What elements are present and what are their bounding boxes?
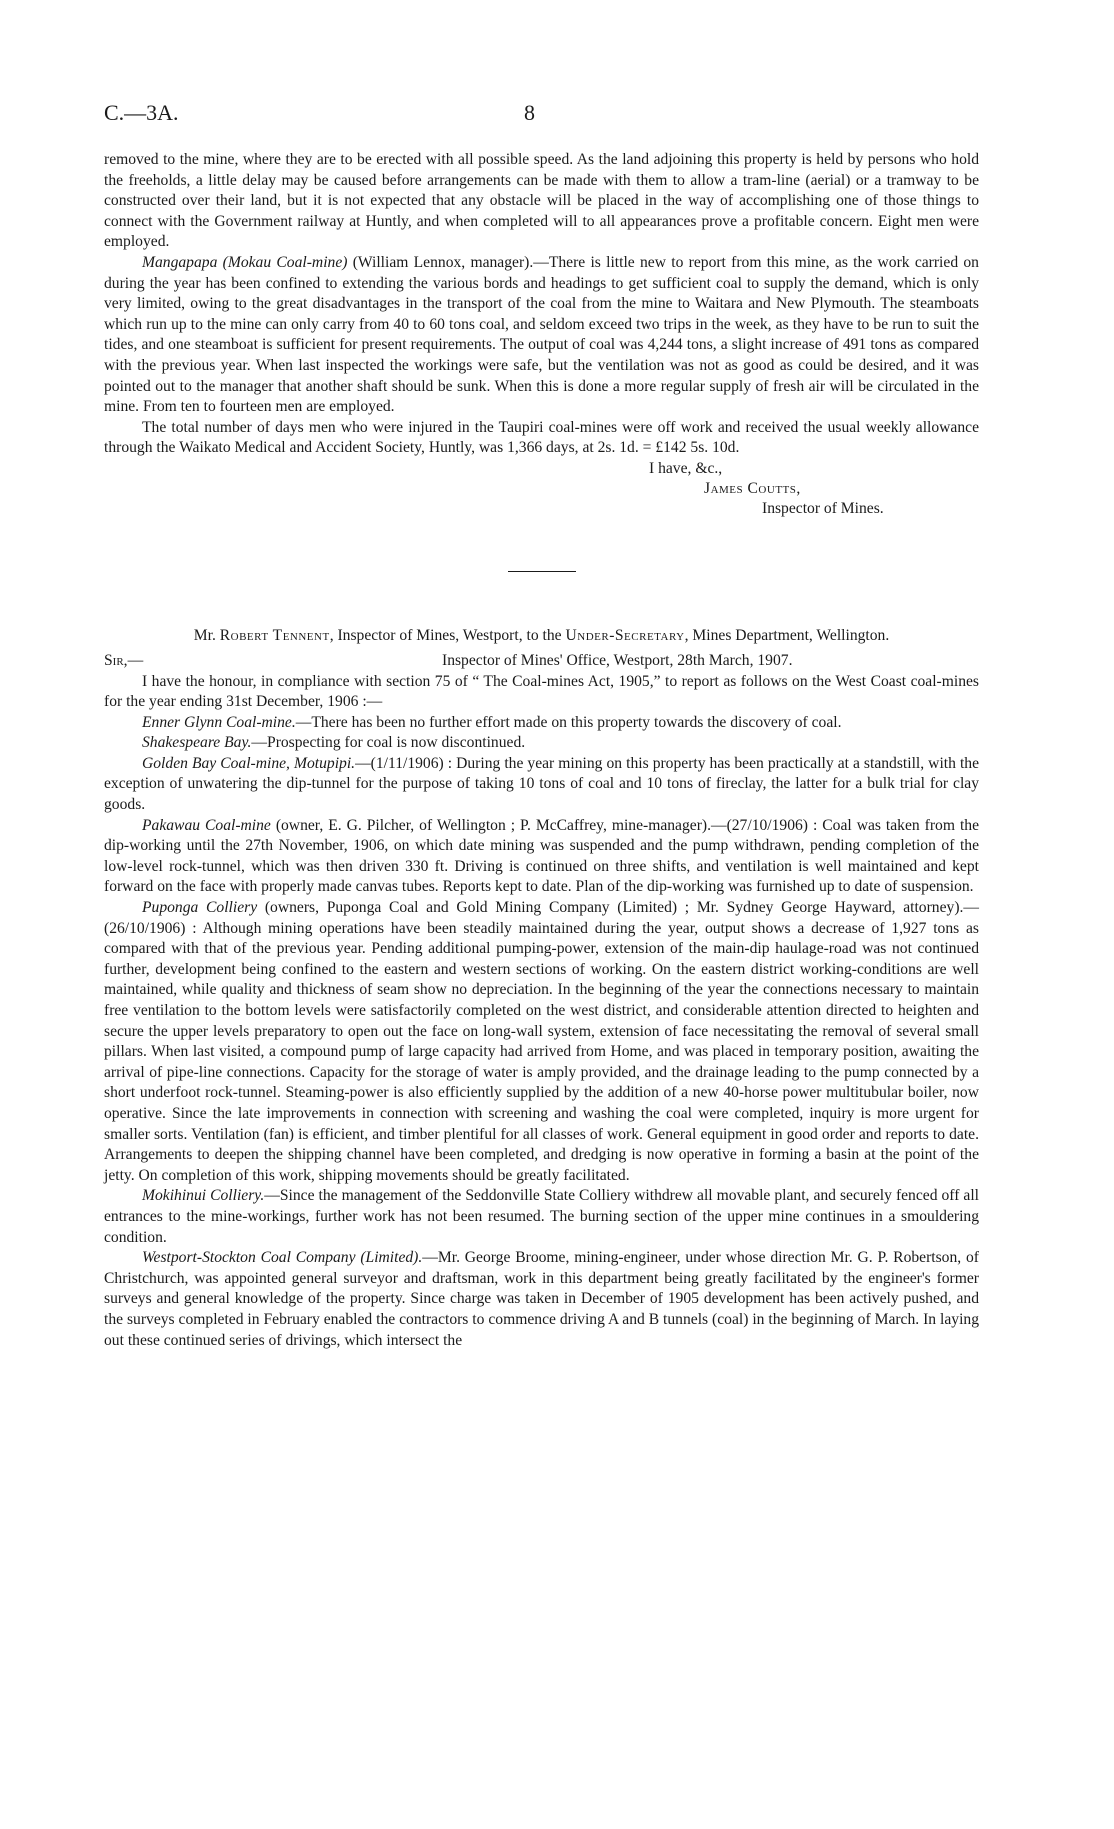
paragraph-text: —(1/11/1906) : During the year mining on this property has been practically at a standstill, with the exception of unwatering the dip-tunnel for the purpose of taking 10 tons of coal and 10 tons of fireclay, the latter for a bulk trial for clay goods. [104,754,979,814]
signature-block [104,459,979,521]
office-dateline: Inspector of Mines' Office, Westport, 28th March, 1907. [442,651,793,669]
page-header [104,100,984,130]
paragraph-text: (William Lennox, manager).—There is little new to report from this mine, as the work carried on during the year has been confined to extending the various bords and headings to get sufficient coal to supply the demand, which is only very limited, owing to the great disadvantages in the transport of the coal from the mine to Waitara and New Plymouth. The steamboats which run up to the mine can only carry from 40 to 60 tons coal, and seldom exceed two trips in the week, as they have to be run to suit the tides, and one steamboat is sufficient for present requirements. The output of coal was 4,244 tons, a slight increase of 491 tons as compared with the previous year. When last inspected the workings were safe, but the ventilation was not as good as could be desired, and it was pointed out to the manager that another shaft should be sunk. When this is done a more regular supply of fresh air will be circulated in the mine. From ten to fourteen men are employed. [104,253,979,416]
letter-address [104,626,979,647]
signatory-title: Inspector of Mines. [762,499,884,517]
page-number: 8 [524,100,535,125]
address-text: Mr. [193,626,220,644]
paragraph-text: —There has been no further effort made on this property towards the discovery of coal. [295,713,842,731]
paragraph-text: (owner, E. G. Pilcher, of Wellington ; P. McCaffrey, mine-manager).—(27/10/1906) : Coal was taken from the dip-working until the 27th November, 1906, on which date mining was suspended and the pump withdrawn, pending completion of the low-level rock-tunnel, which was then driven 330 ft. Driving is continued on three shifts, and ventilation is well maintained and kept forward on the face with properly made canvas tubes. Reports kept to date. Plan of the dip-working was furnished up to date of suspension. [104,816,980,896]
paragraph-shakespeare-bay [104,733,979,754]
page-body [104,150,979,1351]
recipient-title: Under-Secretary [565,626,685,644]
mine-title: Shakespeare Bay. [142,734,252,752]
paragraph-puponga [104,898,979,1186]
paragraph-westport-stockton [104,1248,979,1351]
sender-name: Robert Tennent [219,626,330,644]
paragraph-golden-bay [104,754,979,816]
paragraph-continued: removed to the mine, where they are to be erected with all possible speed. As the land adjoining this property is held by persons who hold the freeholds, a little delay may be caused before arrangements can be made with them to allow a tram-line (aerial) or a tramway to be constructed over their land, but it is not expected that any obstacle will be placed in the way of accomplishing one of those things to connect with the Government railway at Huntly, and when completed will to all appearances prove a profitable concern. Eight men were employed. [104,151,979,251]
paragraph-mokihinui [104,1186,979,1248]
paragraph-text: (owners, Puponga Coal and Gold Mining Company (Limited) ; Mr. Sydney George Hayward, attorney).—(26/10/1906) : Although mining operations have been steadily maintained during the year, output shows a decrease of 1,927 tons as compared with that of the previous year. Pending additional pumping-power, extension of the main-dip haulage-road was not continued further, development being confined to the eastern and western sections of working. On the eastern district working-conditions are well maintained, while quality and thickness of seam show no depreciation. In the beginning of the year the connections necessary to maintain free ventilation to the bottom levels were satisfactorily completed on the west district, and considerable attention directed to heighten and secure the upper levels preparatory to open out the face on long-wall system, extension of face necessitating the removal of several small pillars. When last visited, a compound pump of large capacity had arrived from Home, and was placed in temporary position, awaiting the arrival of pipe-line connections. Capacity for the storage of water is amply provided, and the drainage leading to the pump connected by a short underfoot rock-tunnel. Steaming-power is also efficiently supplied by the addition of a new 40-horse power multitubular boiler, now operative. Since the late improvements in connection with screening and washing the coal were completed, inquiry is more urgent for smaller sorts. Ventilation (fan) is efficient, and timber plentiful for all classes of work. General equipment in good order and reports to date. Arrangements to deepen the shipping channel have been completed, and dredging is now operative in forming a basin at the point of the jetty. On completion of this work, shipping movements should be greatly facilitated. [104,899,980,1184]
mine-title: Mangapapa (Mokau Coal-mine) [142,253,348,271]
paragraph-enner-glynn [104,713,979,734]
paragraph-text: —Prospecting for coal is now discontinued. [251,734,526,752]
paragraph-mangapapa [104,253,979,418]
address-text: , Inspector of Mines, Westport, to the [329,626,566,644]
signatory-name: James Coutts, [704,479,801,497]
section-divider [508,571,576,572]
mine-title: Mokihinui Colliery. [142,1187,265,1205]
salutation: Sir,— [104,651,144,669]
mine-title: Enner Glynn Coal-mine. [142,713,296,731]
mine-title: Puponga Colliery [142,899,258,917]
salutation-row [104,651,979,672]
report-reference: C.—3A. [104,100,179,125]
mine-title: Westport-Stockton Coal Company (Limited). [142,1249,423,1267]
address-text: , Mines Department, Wellington. [684,626,890,644]
closing: I have, &c., [649,459,723,477]
paragraph-pakawau [104,816,979,898]
mine-title: Pakawau Coal-mine [142,816,271,834]
paragraph-text: —Since the management of the Seddonville State Colliery withdrew all movable plant, and securely fenced off all entrances to the mine-workings, further work has not been resumed. The burning section of the upper mine continues in a smouldering condition. [104,1187,980,1246]
mine-title: Golden Bay Coal-mine, Motupipi. [142,754,356,772]
paragraph-injuries: The total number of days men who were injured in the Taupiri coal-mines were off work and received the usual weekly allowance through the Waikato Medical and Accident Society, Huntly, was 1,366 days, at 2s. 1d. = £142 5s. 10d. [104,418,979,457]
paragraph-text: —Mr. George Broome, mining-engineer, under whose direction Mr. G. P. Robertson, of Christchurch, was appointed general surveyor and draftsman, work in this department being greatly facilitated by the engineer's former surveys and general knowledge of the property. Since charge was taken in December of 1905 development has been actively pushed, and the surveys completed in February enabled the contractors to commence driving A and B tunnels (coal) in the beginning of March. In laying out these continued series of drivings, which intersect the [104,1249,979,1349]
paragraph-intro: I have the honour, in compliance with section 75 of “ The Coal-mines Act, 1905,” to report as follows on the West Coast coal-mines for the year ending 31st December, 1906 :— [104,672,979,711]
